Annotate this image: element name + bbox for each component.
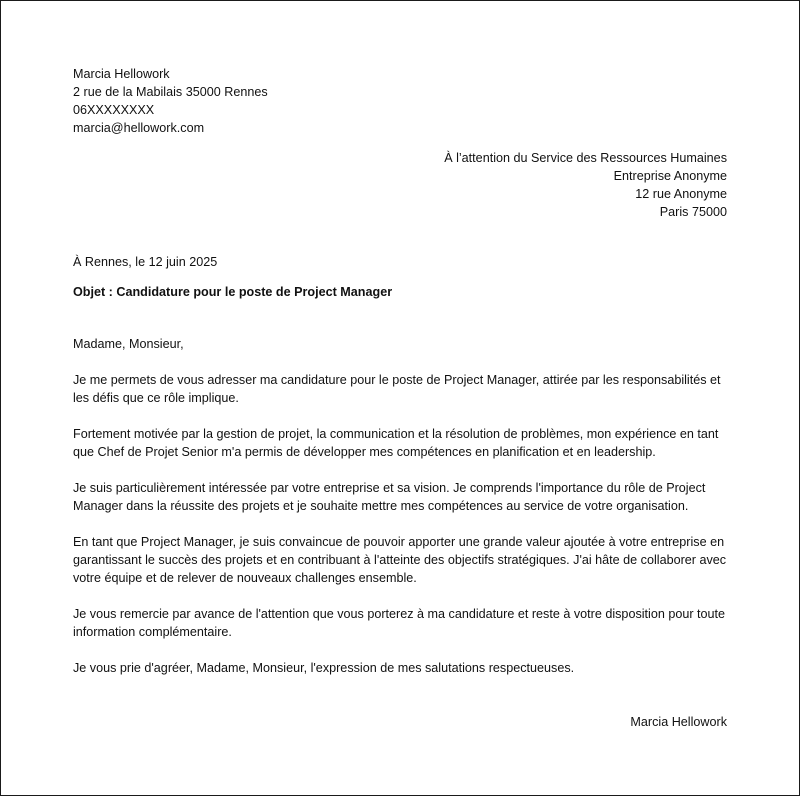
recipient-company: Entreprise Anonyme [613, 169, 727, 183]
letter-date: À Rennes, le 12 juin 2025 [73, 255, 218, 269]
paragraph-thanks: Je vous remercie par avance de l'attention que vous porterez à ma candidature et reste à votre disposition pour toute information complémentaire. [73, 607, 726, 639]
recipient-block [444, 149, 727, 221]
recipient-city: Paris 75000 [659, 205, 727, 219]
sender-phone: 06XXXXXXXX [73, 103, 155, 117]
paragraph-closing: Je vous prie d'agréer, Madame, Monsieur, l'expression de mes salutations respectueuses. [73, 661, 575, 675]
sender-address: 2 rue de la Mabilais 35000 Rennes [73, 85, 268, 99]
recipient-attention: À l’attention du Service des Ressources Humaines [444, 151, 727, 165]
paragraph-value: En tant que Project Manager, je suis convaincue de pouvoir apporter une grande valeur ajoutée à votre entreprise en garantissant le succès des projets et en contribuant à l'atteinte des objectifs stratégiques. J'ai hâte de collaborer avec votre équipe et de relever de nouveaux challenges ensemble. [73, 535, 727, 585]
sender-name: Marcia Hellowork [73, 67, 170, 81]
signature: Marcia Hellowork [630, 715, 727, 729]
salutation: Madame, Monsieur, [73, 337, 184, 351]
sender-email: marcia@hellowork.com [73, 121, 205, 135]
letter-subject: Objet : Candidature pour le poste de Project Manager [73, 285, 393, 299]
paragraph-intro: Je me permets de vous adresser ma candidature pour le poste de Project Manager, attirée par les responsabilités et les défis que ce rôle implique. [73, 373, 721, 405]
recipient-street: 12 rue Anonyme [635, 187, 727, 201]
letter-body [73, 335, 729, 695]
paragraph-motivation: Fortement motivée par la gestion de projet, la communication et la résolution de problèmes, mon expérience en tant que Chef de Projet Senior m'a permis de développer mes compétences en planification et en leadership. [73, 427, 719, 459]
sender-block [73, 65, 268, 137]
paragraph-interest: Je suis particulièrement intéressée par votre entreprise et sa vision. Je comprends l'importance du rôle de Project Manager dans la réussite des projets et je souhaite mettre mes compétences au service de votre organisation. [73, 481, 706, 513]
